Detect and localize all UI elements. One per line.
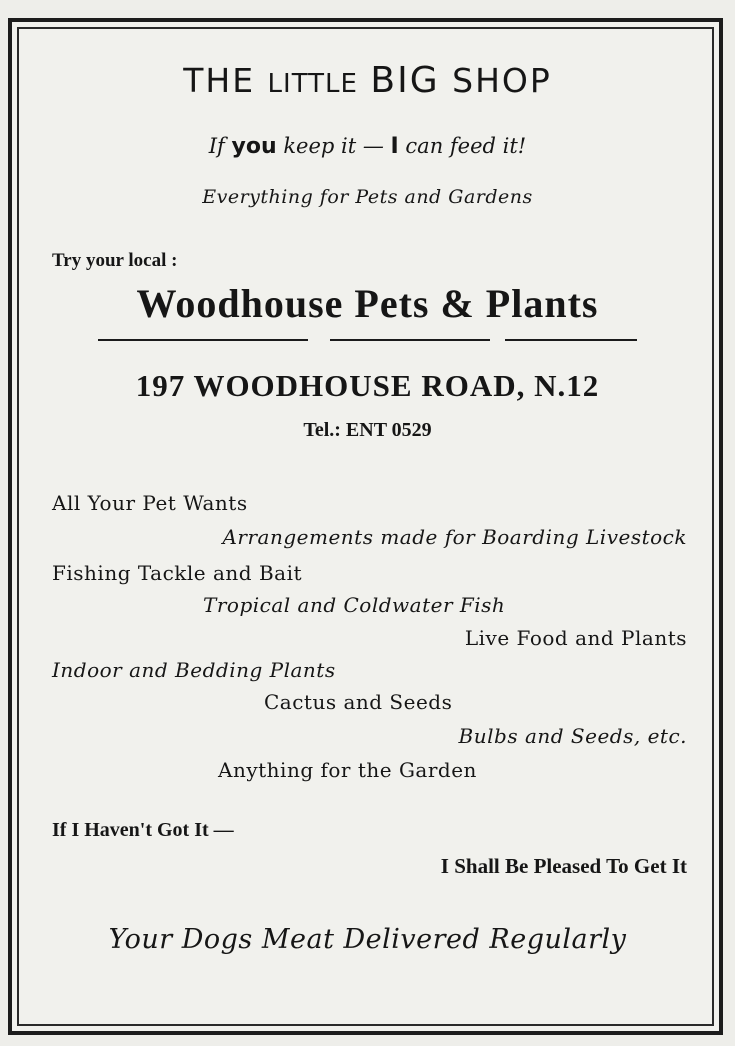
list-item: Arrangements made for Boarding Livestock [222, 525, 687, 549]
try-local: Try your local : [52, 250, 178, 271]
list-item: Live Food and Plants [464, 626, 687, 650]
title-little: LITTLE [267, 69, 358, 99]
tagline-keep: keep it — [283, 134, 384, 158]
shop-address: 197 WOODHOUSE ROAD, N.12 [135, 368, 600, 403]
shop-name-underline-left [98, 339, 308, 341]
tagline-you: you [231, 134, 277, 159]
subtitle: Everything for Pets and Gardens [202, 186, 533, 208]
list-item: All Your Pet Wants [52, 491, 248, 515]
list-item: Indoor and Bedding Plants [52, 658, 336, 682]
tagline [0, 134, 735, 159]
tagline-feed: can feed it! [405, 134, 527, 158]
list-item: Tropical and Coldwater Fish [203, 593, 506, 617]
tagline-if: If [208, 134, 225, 158]
havent-got-line: If I Haven't Got It — [52, 819, 234, 841]
shop-name: Woodhouse Pets & Plants [136, 281, 599, 326]
list-item: Cactus and Seeds [264, 690, 453, 714]
title-the: THE [183, 61, 256, 100]
list-item: Anything for the Garden [218, 758, 477, 782]
list-item: Fishing Tackle and Bait [52, 561, 302, 585]
advert-title [0, 60, 735, 101]
shop-name-underline-middle [330, 339, 490, 341]
dogs-meat-slogan: Your Dogs Meat Delivered Regularly [108, 924, 627, 955]
shop-name-underline-right [505, 339, 637, 341]
title-shop: SHOP [452, 61, 552, 100]
tagline-i: I [390, 134, 399, 159]
pleased-to-get-line: I Shall Be Pleased To Get It [440, 854, 687, 878]
list-item: Bulbs and Seeds, etc. [458, 724, 687, 748]
title-big: BIG [370, 60, 440, 101]
shop-telephone: Tel.: ENT 0529 [303, 419, 432, 441]
